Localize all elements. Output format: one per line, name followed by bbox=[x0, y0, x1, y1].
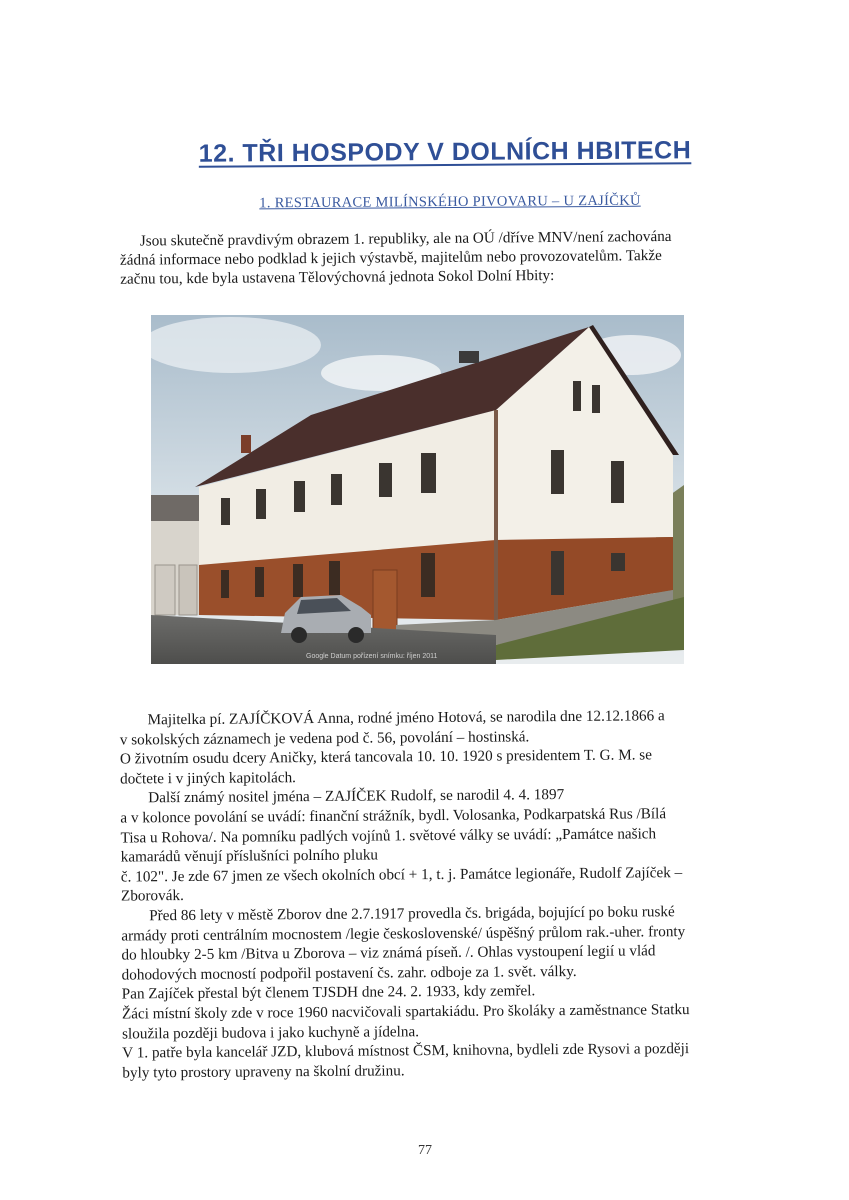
body-line: dočtete i v jiných kapitolách. bbox=[120, 768, 297, 788]
intro-line: žádná informace nebo podklad k jejich výstavbě, majitelům nebo provozovatelům. Takže bbox=[119, 246, 662, 269]
garage-door bbox=[155, 565, 175, 615]
neighbour-roof bbox=[151, 495, 201, 521]
building-illustration bbox=[151, 315, 684, 664]
body-line: sloužila později budova i jako kuchyně a jídelna. bbox=[122, 1022, 420, 1043]
section-title: 1. RESTAURACE MILÍNSKÉHO PIVOVARU – U ZAJÍČKŮ bbox=[259, 192, 641, 212]
body-paragraphs bbox=[120, 705, 763, 1082]
body-line: a v kolonce povolání se uvádí: finanční strážník, bydl. Volosanka, Podkarpatská Rus /Bílá bbox=[120, 805, 667, 827]
body-line: Pan Zajíček přestal být členem TJSDH dne 24. 2. 1933, kdy zemřel. bbox=[121, 982, 536, 1003]
body-line: Majitelka pí. ZAJÍČKOVÁ Anna, rodné jméno Hotová, se narodila dne 12.12.1866 a bbox=[147, 707, 665, 729]
body-line: byly tyto prostory upraveny na školní družinu. bbox=[122, 1061, 405, 1082]
body-line: Další známý nositel jména – ZAJÍČEK Rudolf, se narodil 4. 4. 1897 bbox=[148, 786, 565, 807]
body-line: dohodových mocností podpořil postavení čs. zahr. odboje za 1. svět. války. bbox=[121, 962, 577, 984]
intro-line: Jsou skutečně pravdivým obrazem 1. republiky, ale na OÚ /dříve MNV/není zachována bbox=[139, 227, 672, 250]
body-line: Tisa u Rohova/. Na pomníku padlých vojínů 1. světové války se uvádí: „Památce našich bbox=[120, 824, 657, 847]
body-line: Žáci místní školy zde v roce 1960 nacvičovali spartakiádu. Pro školáky a zaměstnance Statku bbox=[121, 1000, 690, 1023]
intro-line: začnu tou, kde byla ustavena Tělovýchovná jednota Sokol Dolní Hbity: bbox=[120, 266, 555, 288]
chimney bbox=[459, 351, 479, 363]
garage-door bbox=[179, 565, 197, 615]
drainpipe bbox=[494, 410, 498, 625]
body-line: Zborovák. bbox=[120, 887, 184, 905]
body-line: V 1. patře byla kancelář JZD, klubová místnost ČSM, knihovna, bydleli zde Rysovi a později bbox=[122, 1040, 690, 1062]
body-line: v sokolských záznamech je vedena pod č. 56, povolání – hostinská. bbox=[119, 727, 530, 749]
body-line: Před 86 lety v městě Zborov dne 2.7.1917 provedla čs. brigáda, bojující po boku ruské bbox=[149, 903, 675, 925]
body-line: armády proti centrálním mocnostem /legie československé/ úspěšný průlom rak.-uher. fronty bbox=[121, 922, 686, 945]
intro-paragraph bbox=[120, 226, 745, 288]
body-line: č. 102". Je zde 67 jmen ze všech okolních obcí + 1, t. j. Památce legionáře, Rudolf Zajíček – bbox=[120, 863, 683, 886]
body-line: kamarádů věnují příslušníci polního pluku bbox=[120, 846, 379, 866]
chapter-title: 12. TŘI HOSPODY V DOLNÍCH HBITECH bbox=[198, 136, 692, 168]
body-line: do hloubky 2-5 km /Bitva u Zborova – viz známá píseň. /. Ohlas vystoupení legií u vlád bbox=[121, 942, 656, 964]
page-number: 77 bbox=[418, 1143, 432, 1158]
building-photo bbox=[151, 315, 684, 664]
body-line: O životním osudu dcery Aničky, která tancovala 10. 10. 1920 s presidentem T. G. M. se bbox=[119, 746, 652, 768]
chimney bbox=[241, 435, 251, 453]
photo-watermark: Google Datum pořízení snímku: říjen 2011 bbox=[306, 653, 438, 660]
